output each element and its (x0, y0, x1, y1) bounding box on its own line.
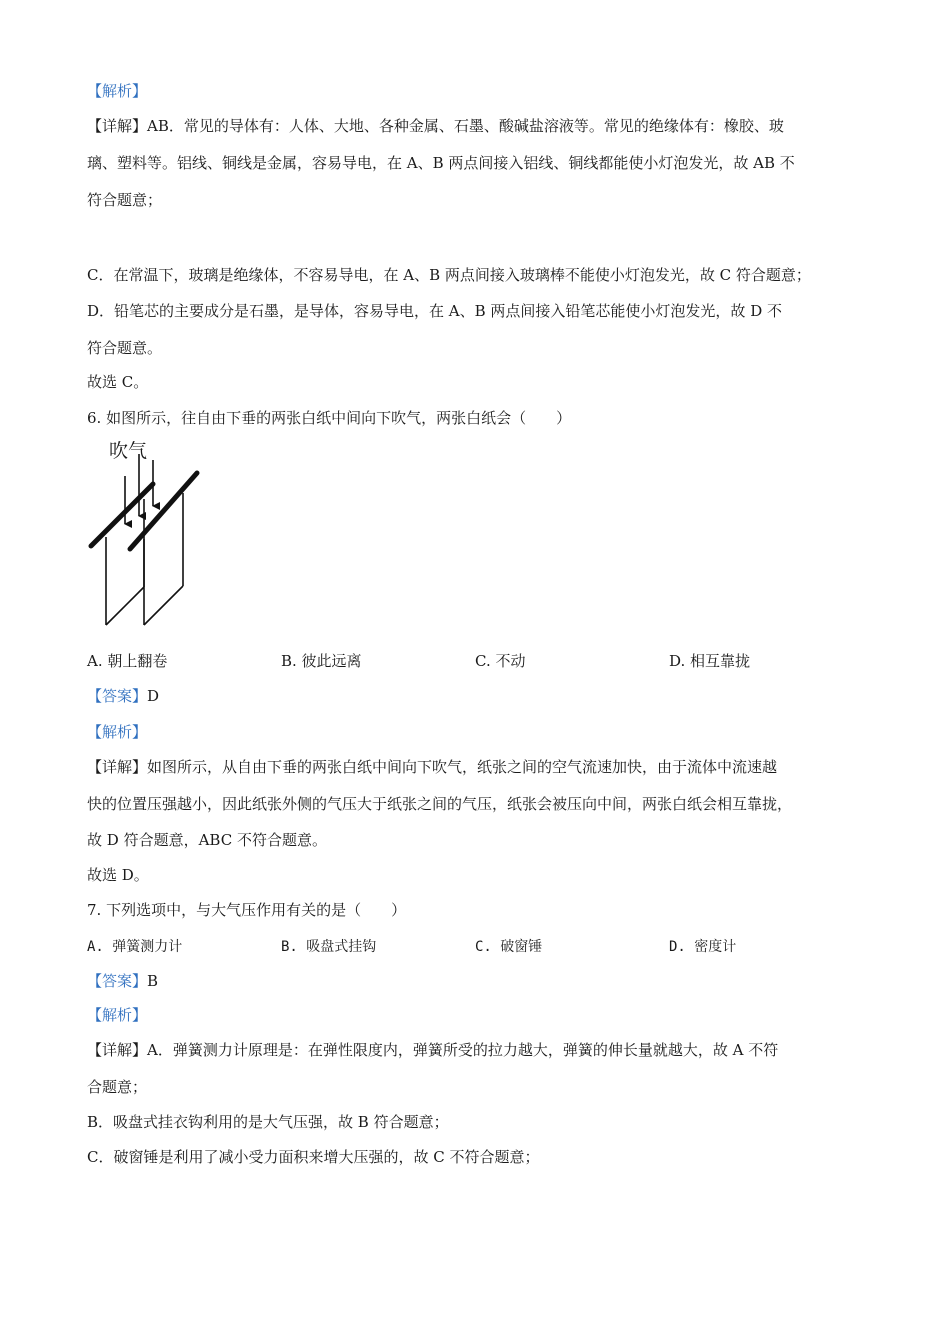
detail-line (87, 757, 777, 777)
q7-option-c: C. 破窗锤 (475, 939, 543, 955)
answer-line (87, 971, 158, 991)
detail-line (87, 190, 162, 210)
question-text: 7. 下列选项中，与大气压作用有关的是（ ） (87, 901, 407, 919)
line-text: C．破窗锤是利用了减小受力面积来增大压强的，故 C 不符合题意； (87, 1148, 540, 1166)
detail-line (87, 116, 784, 136)
line-text: 符合题意。 (87, 339, 163, 357)
question-6 (87, 408, 571, 428)
conclusion-line (87, 865, 149, 885)
answer-value: B (147, 972, 159, 990)
q6-option-d: D. 相互靠拢 (669, 652, 751, 670)
detail-line (87, 153, 795, 173)
section-tag: 【详解】 (87, 117, 148, 135)
q7-option-b: B. 吸盘式挂钩 (281, 939, 377, 955)
q7-option-a: A. 弹簧测力计 (87, 939, 183, 955)
detail-line (87, 265, 811, 285)
analysis-heading (87, 81, 147, 101)
detail-line (87, 794, 792, 814)
analysis-heading (87, 722, 147, 742)
detail-line (87, 830, 327, 850)
line-text: C．在常温下，玻璃是绝缘体，不容易导电，在 A、B 两点间接入玻璃棒不能使小灯泡发光，故 C 符合题意； (87, 266, 811, 284)
detail-line (87, 1040, 778, 1060)
paper-blowing-figure (86, 436, 216, 632)
line-text: 合题意； (87, 1078, 148, 1096)
line-text: A．弹簧测力计原理是：在弹性限度内，弹簧所受的拉力越大，弹簧的伸长量就越大，故 A 不符 (147, 1041, 779, 1059)
q6-option-a: A. 朝上翻卷 (87, 652, 168, 670)
line-text: D．铅笔芯的主要成分是石墨，是导体，容易导电，在 A、B 两点间接入铅笔芯能使小灯泡发光，故 D 不 (87, 302, 782, 320)
conclusion-line (87, 372, 148, 392)
figure-label-blow: 吹气 (109, 440, 148, 462)
q7-option-d: D. 密度计 (669, 939, 737, 955)
line-text: 故 D 符合题意，ABC 不符合题意。 (87, 831, 327, 849)
detail-line (87, 301, 782, 321)
line-text: 故选 C。 (87, 373, 149, 391)
answer-value: D (147, 687, 160, 705)
line-text: 符合题意； (87, 191, 163, 209)
question-text: 6. 如图所示，往自由下垂的两张白纸中间向下吹气，两张白纸会（ ） (87, 409, 572, 427)
line-text: 如图所示，从自由下垂的两张白纸中间向下吹气，纸张之间的空气流速加快，由于流体中流速越 (147, 758, 778, 776)
section-tag: 【解析】 (87, 723, 148, 741)
section-tag: 【详解】 (87, 1041, 148, 1059)
line-text: 快的位置压强越小，因此纸张外侧的气压大于纸张之间的气压，纸张会被压向中间，两张白纸会相互靠拢， (87, 795, 793, 813)
detail-line (87, 338, 162, 358)
analysis-heading (87, 1005, 147, 1025)
q6-option-b: B. 彼此远离 (281, 652, 362, 670)
q6-option-c: C. 不动 (475, 652, 526, 670)
answer-line (87, 686, 159, 706)
detail-line (87, 1077, 147, 1097)
section-tag: 【解析】 (87, 82, 148, 100)
section-tag: 【解析】 (87, 1006, 148, 1024)
line-text: 璃、塑料等。铝线、铜线是金属，容易导电，在 A、B 两点间接入铝线、铜线都能使小灯泡发光，故 AB 不 (87, 154, 795, 172)
section-tag: 【详解】 (87, 758, 148, 776)
detail-line (87, 1147, 540, 1167)
section-tag: 【答案】 (87, 687, 148, 705)
question-7 (87, 900, 406, 920)
detail-line (87, 1112, 449, 1132)
line-text: 故选 D。 (87, 866, 149, 884)
line-text: AB．常见的导体有：人体、大地、各种金属、石墨、酸碱盐溶液等。常见的绝缘体有：橡胶、玻 (147, 117, 784, 135)
section-tag: 【答案】 (87, 972, 148, 990)
line-text: B．吸盘式挂衣钩利用的是大气压强，故 B 符合题意； (87, 1113, 449, 1131)
